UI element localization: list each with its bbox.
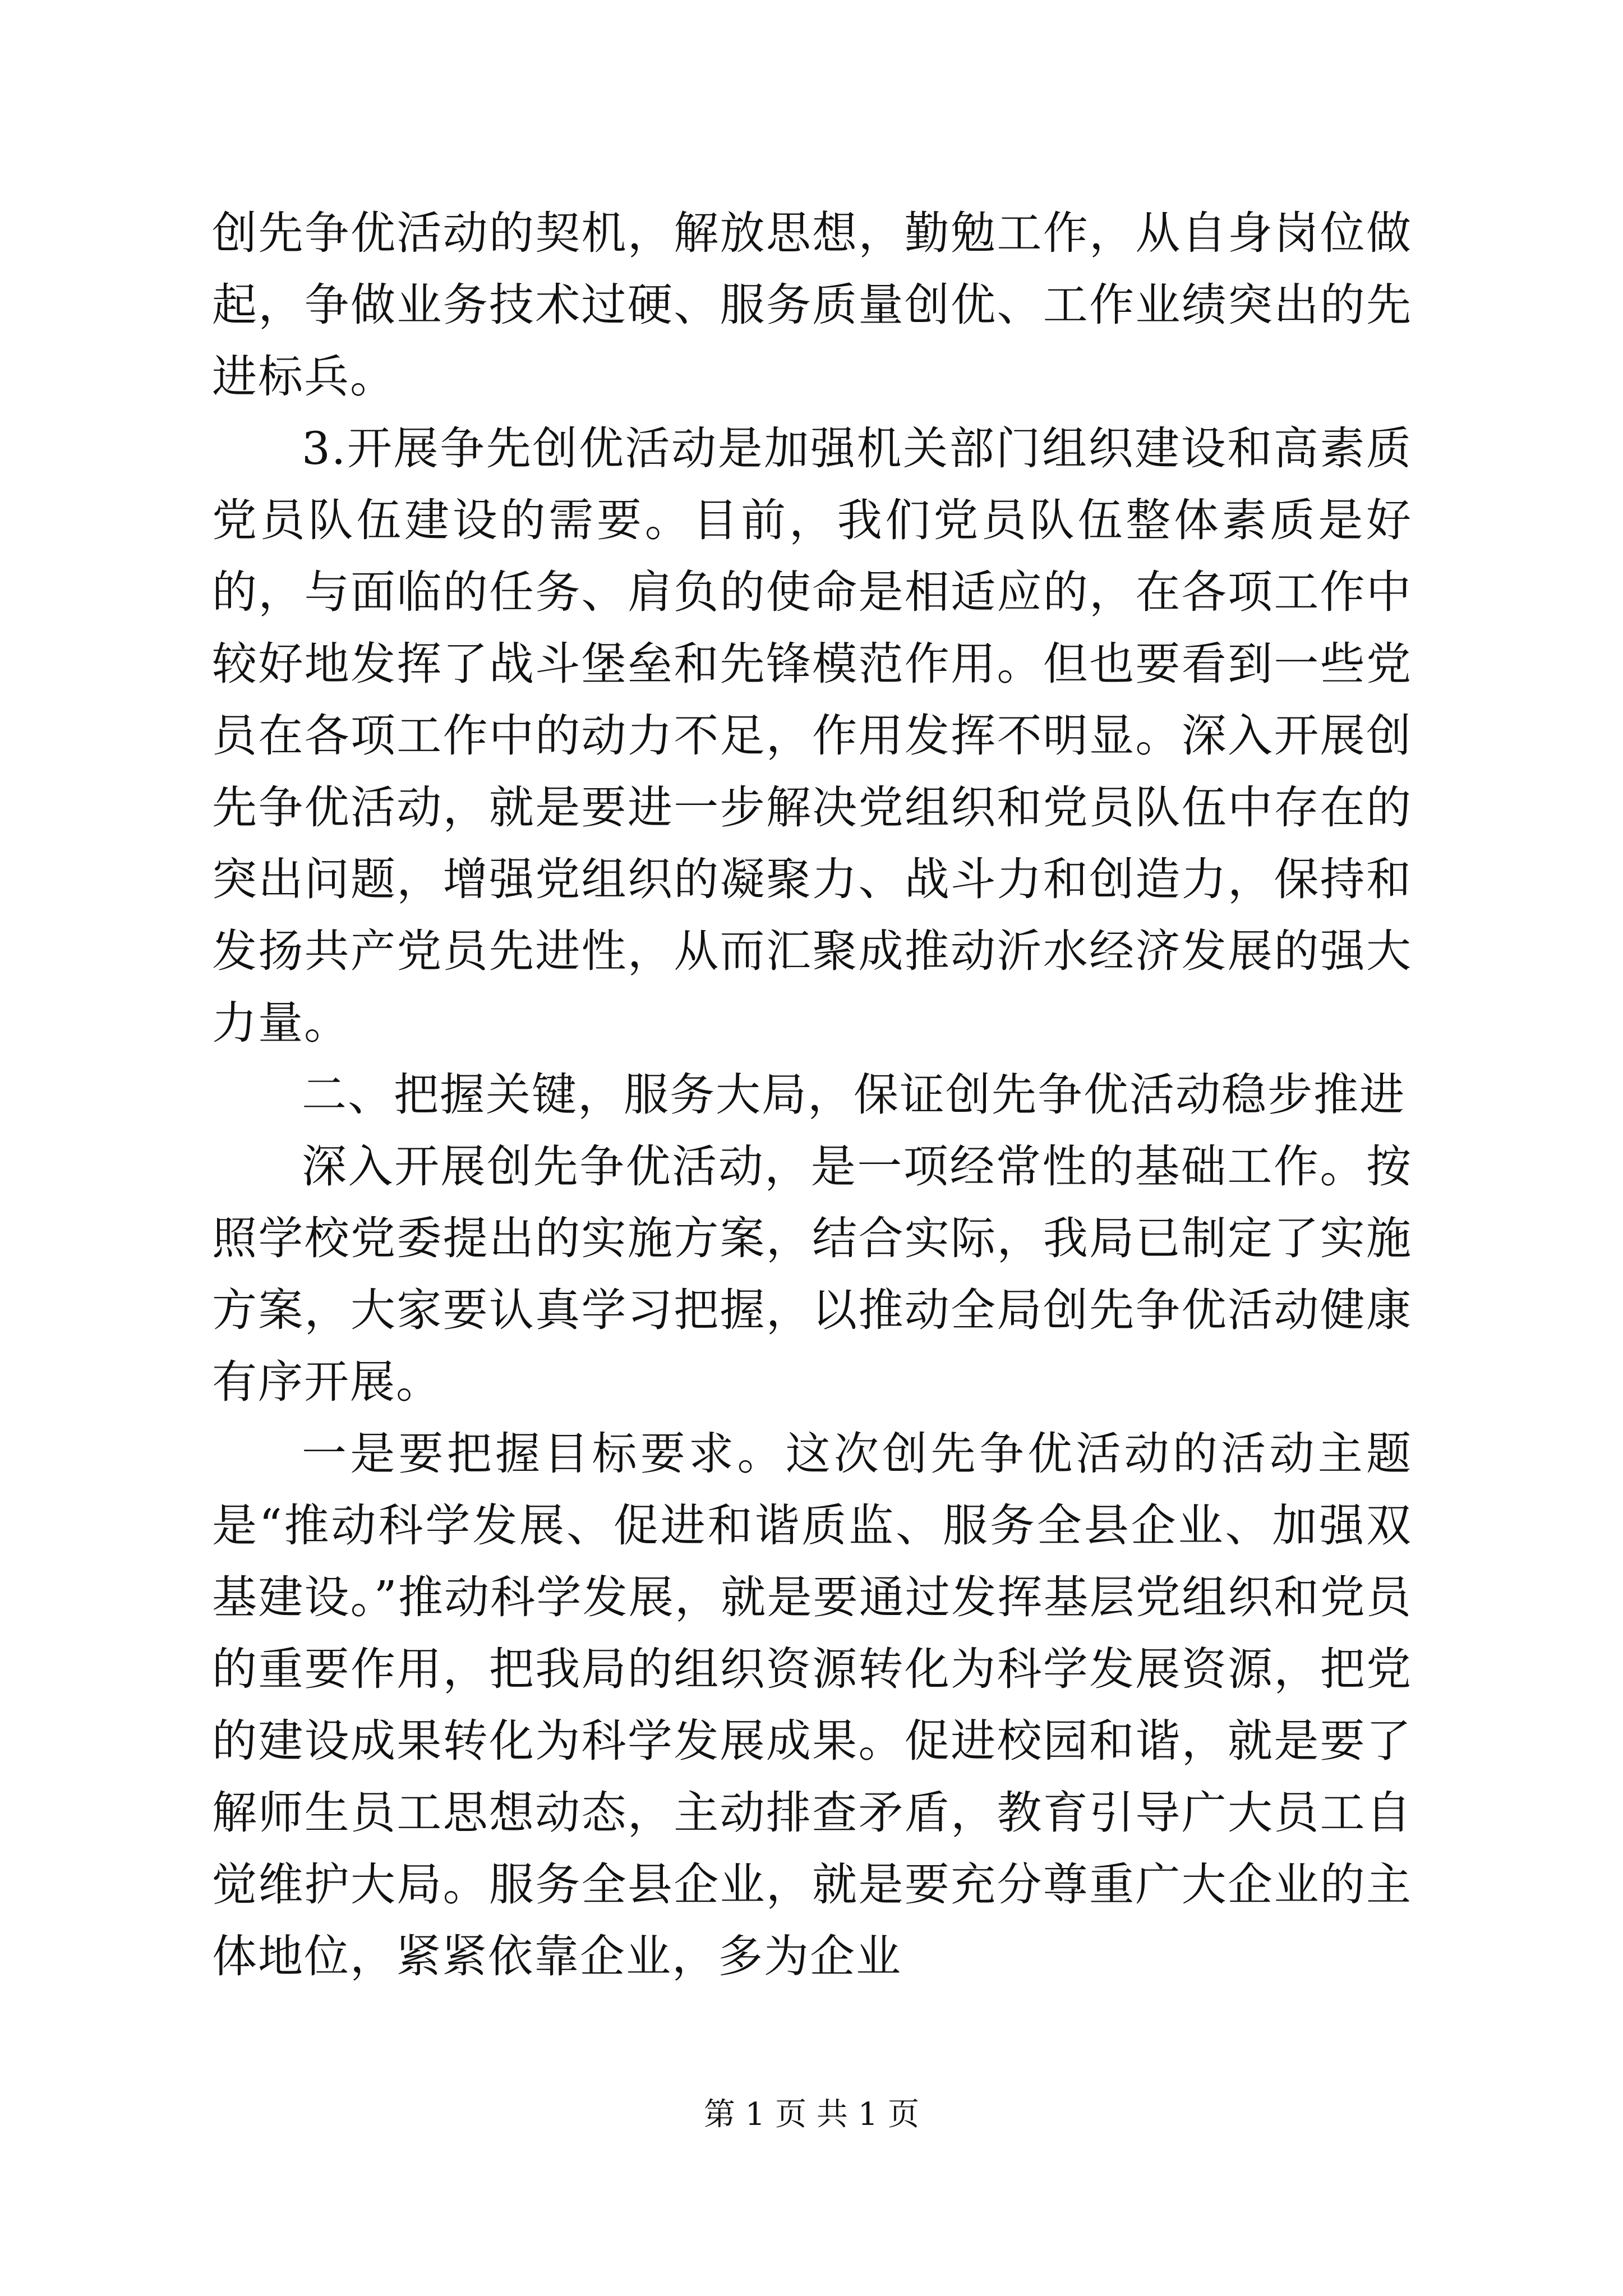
paragraph-5: 一是要把握目标要求。这次创先争优活动的活动主题是“推动科学发展、促进和谐质监、服务全县企业、加强双基建设。”推动科学发展，就是要通过发挥基层党组织和党员的重要作用，把我局的组织资源转化为科学发展资源，把党的建设成果转化为科学发展成果。促进校园和谐，就是要了解师生员工思想动态，主动排查矛盾，教育引导广大员工自觉维护大局。服务全县企业，就是要充分尊重广大企业的主体地位，紧紧依靠企业，多为企业 <box>212 1428 1412 1982</box>
document-body <box>212 197 1412 1993</box>
page-footer: 第 1 页 共 1 页 <box>703 2096 920 2133</box>
paragraph-2: 3.开展争先创优活动是加强机关部门组织建设和高素质党员队伍建设的需要。目前，我们党员队伍整体素质是好的，与面临的任务、肩负的使命是相适应的，在各项工作中较好地发挥了战斗堡垒和先锋模范作用。但也要看到一些党员在各项工作中的动力不足，作用发挥不明显。深入开展创先争优活动，就是要进一步解决党组织和党员队伍中存在的突出问题，增强党组织的凝聚力、战斗力和创造力，保持和发扬共产党员先进性，从而汇聚成推动沂水经济发展的强大力量。 <box>212 422 1412 1049</box>
section-heading: 二、把握关键，服务大局，保证创先争优活动稳步推进 <box>302 1069 1405 1121</box>
paragraph-1: 创先争优活动的契机，解放思想，勤勉工作，从自身岗位做起，争做业务技术过硬、服务质量创优、工作业绩突出的先进标兵。 <box>212 207 1412 403</box>
paragraph-4: 深入开展创先争优活动，是一项经常性的基础工作。按照学校党委提出的实施方案，结合实际，我局已制定了实施方案，大家要认真学习把握，以推动全局创先争优活动健康有序开展。 <box>212 1140 1412 1408</box>
